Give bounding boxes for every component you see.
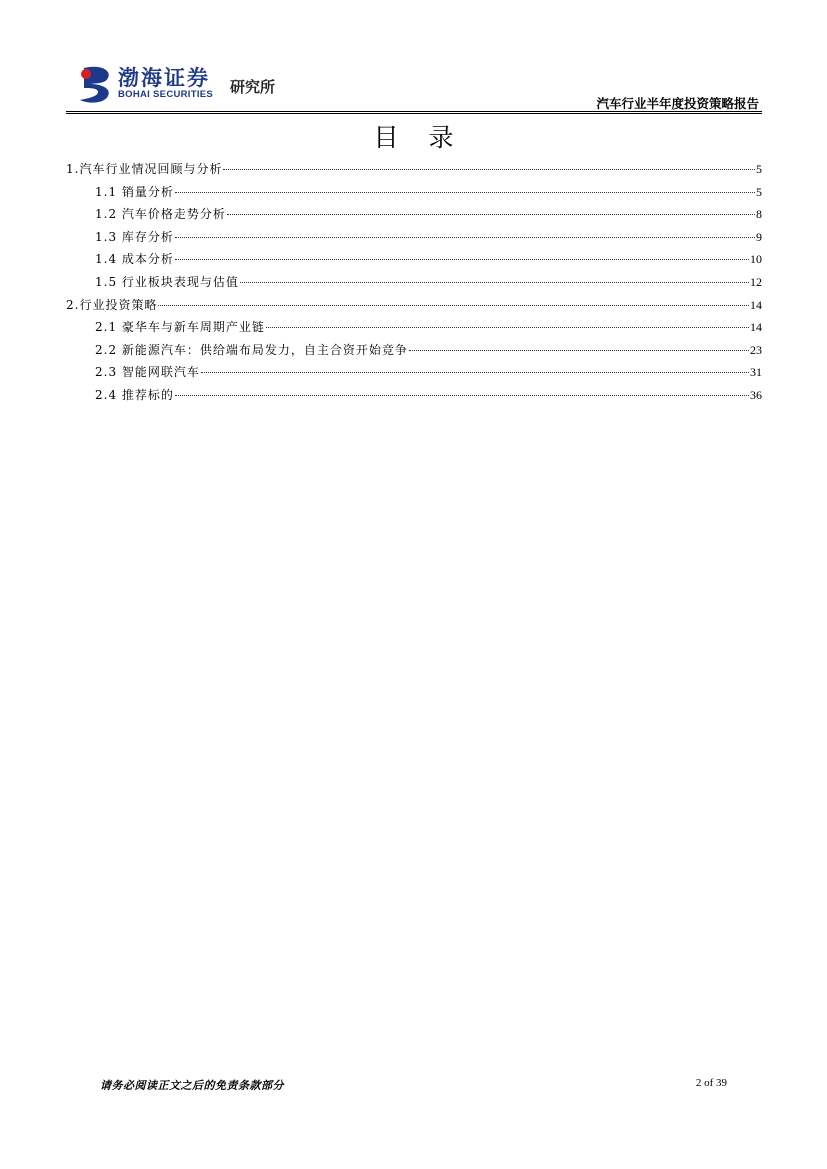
company-logo (78, 62, 298, 106)
toc-dot-leader (158, 291, 749, 306)
toc-entry-label: 2.3 智能网联汽车 (95, 365, 200, 380)
toc-entry-page: 14 (750, 297, 762, 312)
toc-entry-page: 36 (750, 387, 762, 402)
toc-entry-label: 1.汽车行业情况回顾与分析 (66, 162, 223, 176)
footer-page-number: 2 of 39 (695, 1077, 727, 1089)
toc-dot-leader (240, 268, 749, 283)
toc-entry-label: 1.4 成本分析 (95, 252, 174, 267)
report-title: 汽车行业半年度投资策略报告 (596, 96, 759, 111)
logo-institute: 研究所 (230, 78, 276, 96)
toc-dot-leader (201, 358, 749, 373)
toc-dot-leader (266, 313, 749, 328)
toc-entry-label: 1.2 汽车价格走势分析 (95, 207, 226, 222)
bohai-logo-icon (78, 64, 114, 104)
toc-entry-label: 2.2 新能源汽车：供给端布局发力，自主合资开始竞争 (95, 342, 408, 357)
toc-entry-label: 1.5 行业板块表现与估值 (95, 274, 239, 289)
toc-dot-leader (175, 381, 749, 396)
toc-entry-page: 9 (756, 229, 762, 244)
toc-entry-page: 23 (750, 342, 762, 357)
toc-entry-page: 10 (750, 252, 762, 267)
logo-chinese-name: 渤海证券 (118, 65, 210, 90)
toc-title: 目录 (373, 123, 484, 152)
toc-entry-page: 8 (756, 207, 762, 222)
footer-disclaimer: 请务必阅读正文之后的免责条款部分 (100, 1079, 284, 1092)
toc-entry[interactable] (66, 384, 762, 407)
toc-entry-page: 5 (756, 184, 762, 199)
toc-entry-label: 2.行业投资策略 (66, 297, 158, 312)
toc-dot-leader (175, 223, 755, 238)
toc-entry-label: 1.3 库存分析 (95, 229, 174, 244)
toc-entry-label: 2.4 推荐标的 (95, 387, 174, 402)
toc-entry-page: 12 (750, 274, 762, 289)
toc-dot-leader (227, 200, 755, 215)
toc-dot-leader (175, 245, 749, 260)
toc-entry-label: 1.1 销量分析 (95, 184, 174, 199)
toc-entry-page: 5 (756, 162, 762, 176)
table-of-contents (66, 158, 762, 407)
toc-dot-leader (175, 178, 755, 193)
toc-entry-page: 31 (750, 365, 762, 380)
toc-dot-leader (223, 155, 755, 170)
header-divider (66, 111, 762, 112)
toc-dot-leader (409, 336, 749, 351)
toc-entry-label: 2.1 豪华车与新车周期产业链 (95, 320, 265, 335)
logo-english-name: BOHAI SECURITIES (118, 89, 214, 100)
toc-entry-page: 14 (750, 320, 762, 335)
header-divider-thin (66, 113, 762, 114)
